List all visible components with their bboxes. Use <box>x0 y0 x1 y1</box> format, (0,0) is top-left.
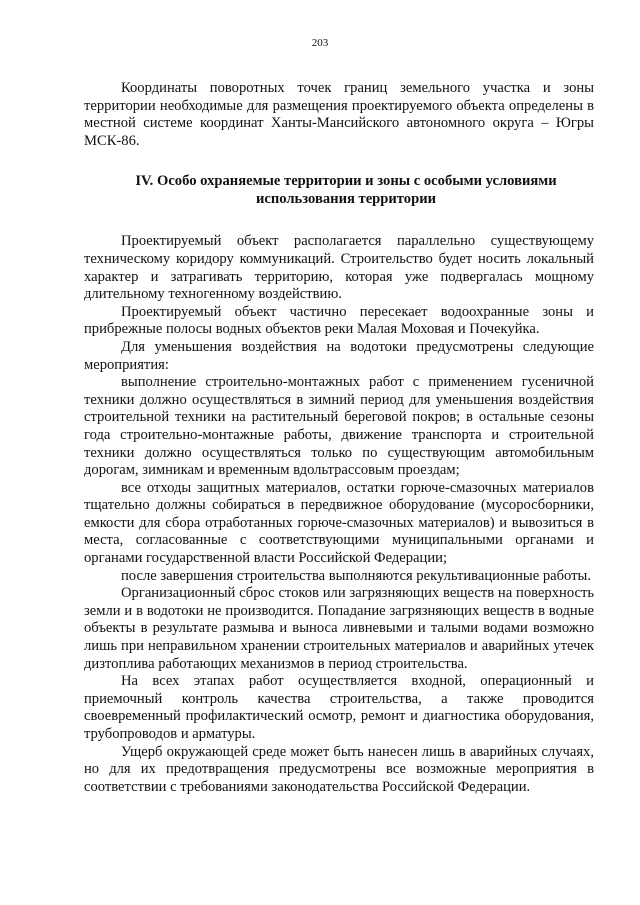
intro-paragraph: Координаты поворотных точек границ земельного участка и зоны территории необходимые для размещения проектируемого объекта определены в местной системе координат Ханты-Мансийского автономного округа – Югры МСК-86. <box>84 80 594 149</box>
paragraph-quality-control: На всех этапах работ осуществляется входной, операционный и приемочный контроль качества строительства, а также проводится своевременный профилактический осмотр, ремонт и диагностика оборудования, трубопроводов и арматуры. <box>84 673 594 742</box>
paragraph-water-zones: Проектируемый объект частично пересекает водоохранные зоны и прибрежные полосы водных объектов реки Малая Моховая и Почекуйка. <box>84 303 594 338</box>
paragraph-corridor: Проектируемый объект располагается параллельно существующему техническому коридору коммуникаций. Строительство будет носить локальный характер и затрагивать территорию, которая уже подвергалась мощному длительному техногенному воздействию. <box>84 233 594 303</box>
paragraph-damage: Ущерб окружающей среде может быть нанесен лишь в аварийных случаях, но для их предотвращения предусмотрены все возможные мероприятия в соответствии с требованиями законодательства Российской Федерации. <box>84 743 594 795</box>
section-heading: IV. Особо охраняемые территории и зоны с особыми условиями использования территории <box>135 173 557 208</box>
paragraph-measures-intro: Для уменьшения воздействия на водотоки предусмотрены следующие мероприятия: <box>84 338 594 373</box>
page-number: 203 <box>311 37 329 49</box>
paragraph-discharge: Организационный сброс стоков или загрязняющих веществ на поверхность земли и в водотоки не производится. Попадание загрязняющих веществ в водные объекты в результате размыва и выноса ливневыми и талыми водами возможно лишь при неправильном хранении строительных материалов и аварийных утечек дизтоплива работающих механизмов в период строительства. <box>84 585 594 672</box>
page-body <box>84 80 594 796</box>
list-item-waste-collection: все отходы защитных материалов, остатки горюче-смазочных материалов тщательно должны собираться в передвижное оборудование (мусоросборники, емкости для сбора отработанных горюче-смазочных материалов) и вывозиться в места, согласованные с соответствующими муниципальными органами и органами государственной власти Российской Федерации; <box>84 479 594 567</box>
list-item-recultivation: после завершения строительства выполняются рекультивационные работы. <box>121 567 591 584</box>
list-item-winter-works: выполнение строительно-монтажных работ с применением гусеничной техники должно осуществляться в зимний период для уменьшения воздействия строительной техники на растительный береговой покров; в остальные сезоны года строительно-монтажные работы, движение транспорта и строительной техники должно осуществляться только по существующим автомобильным дорогам, зимникам и временным вдольтрассовым проездам; <box>84 374 594 479</box>
